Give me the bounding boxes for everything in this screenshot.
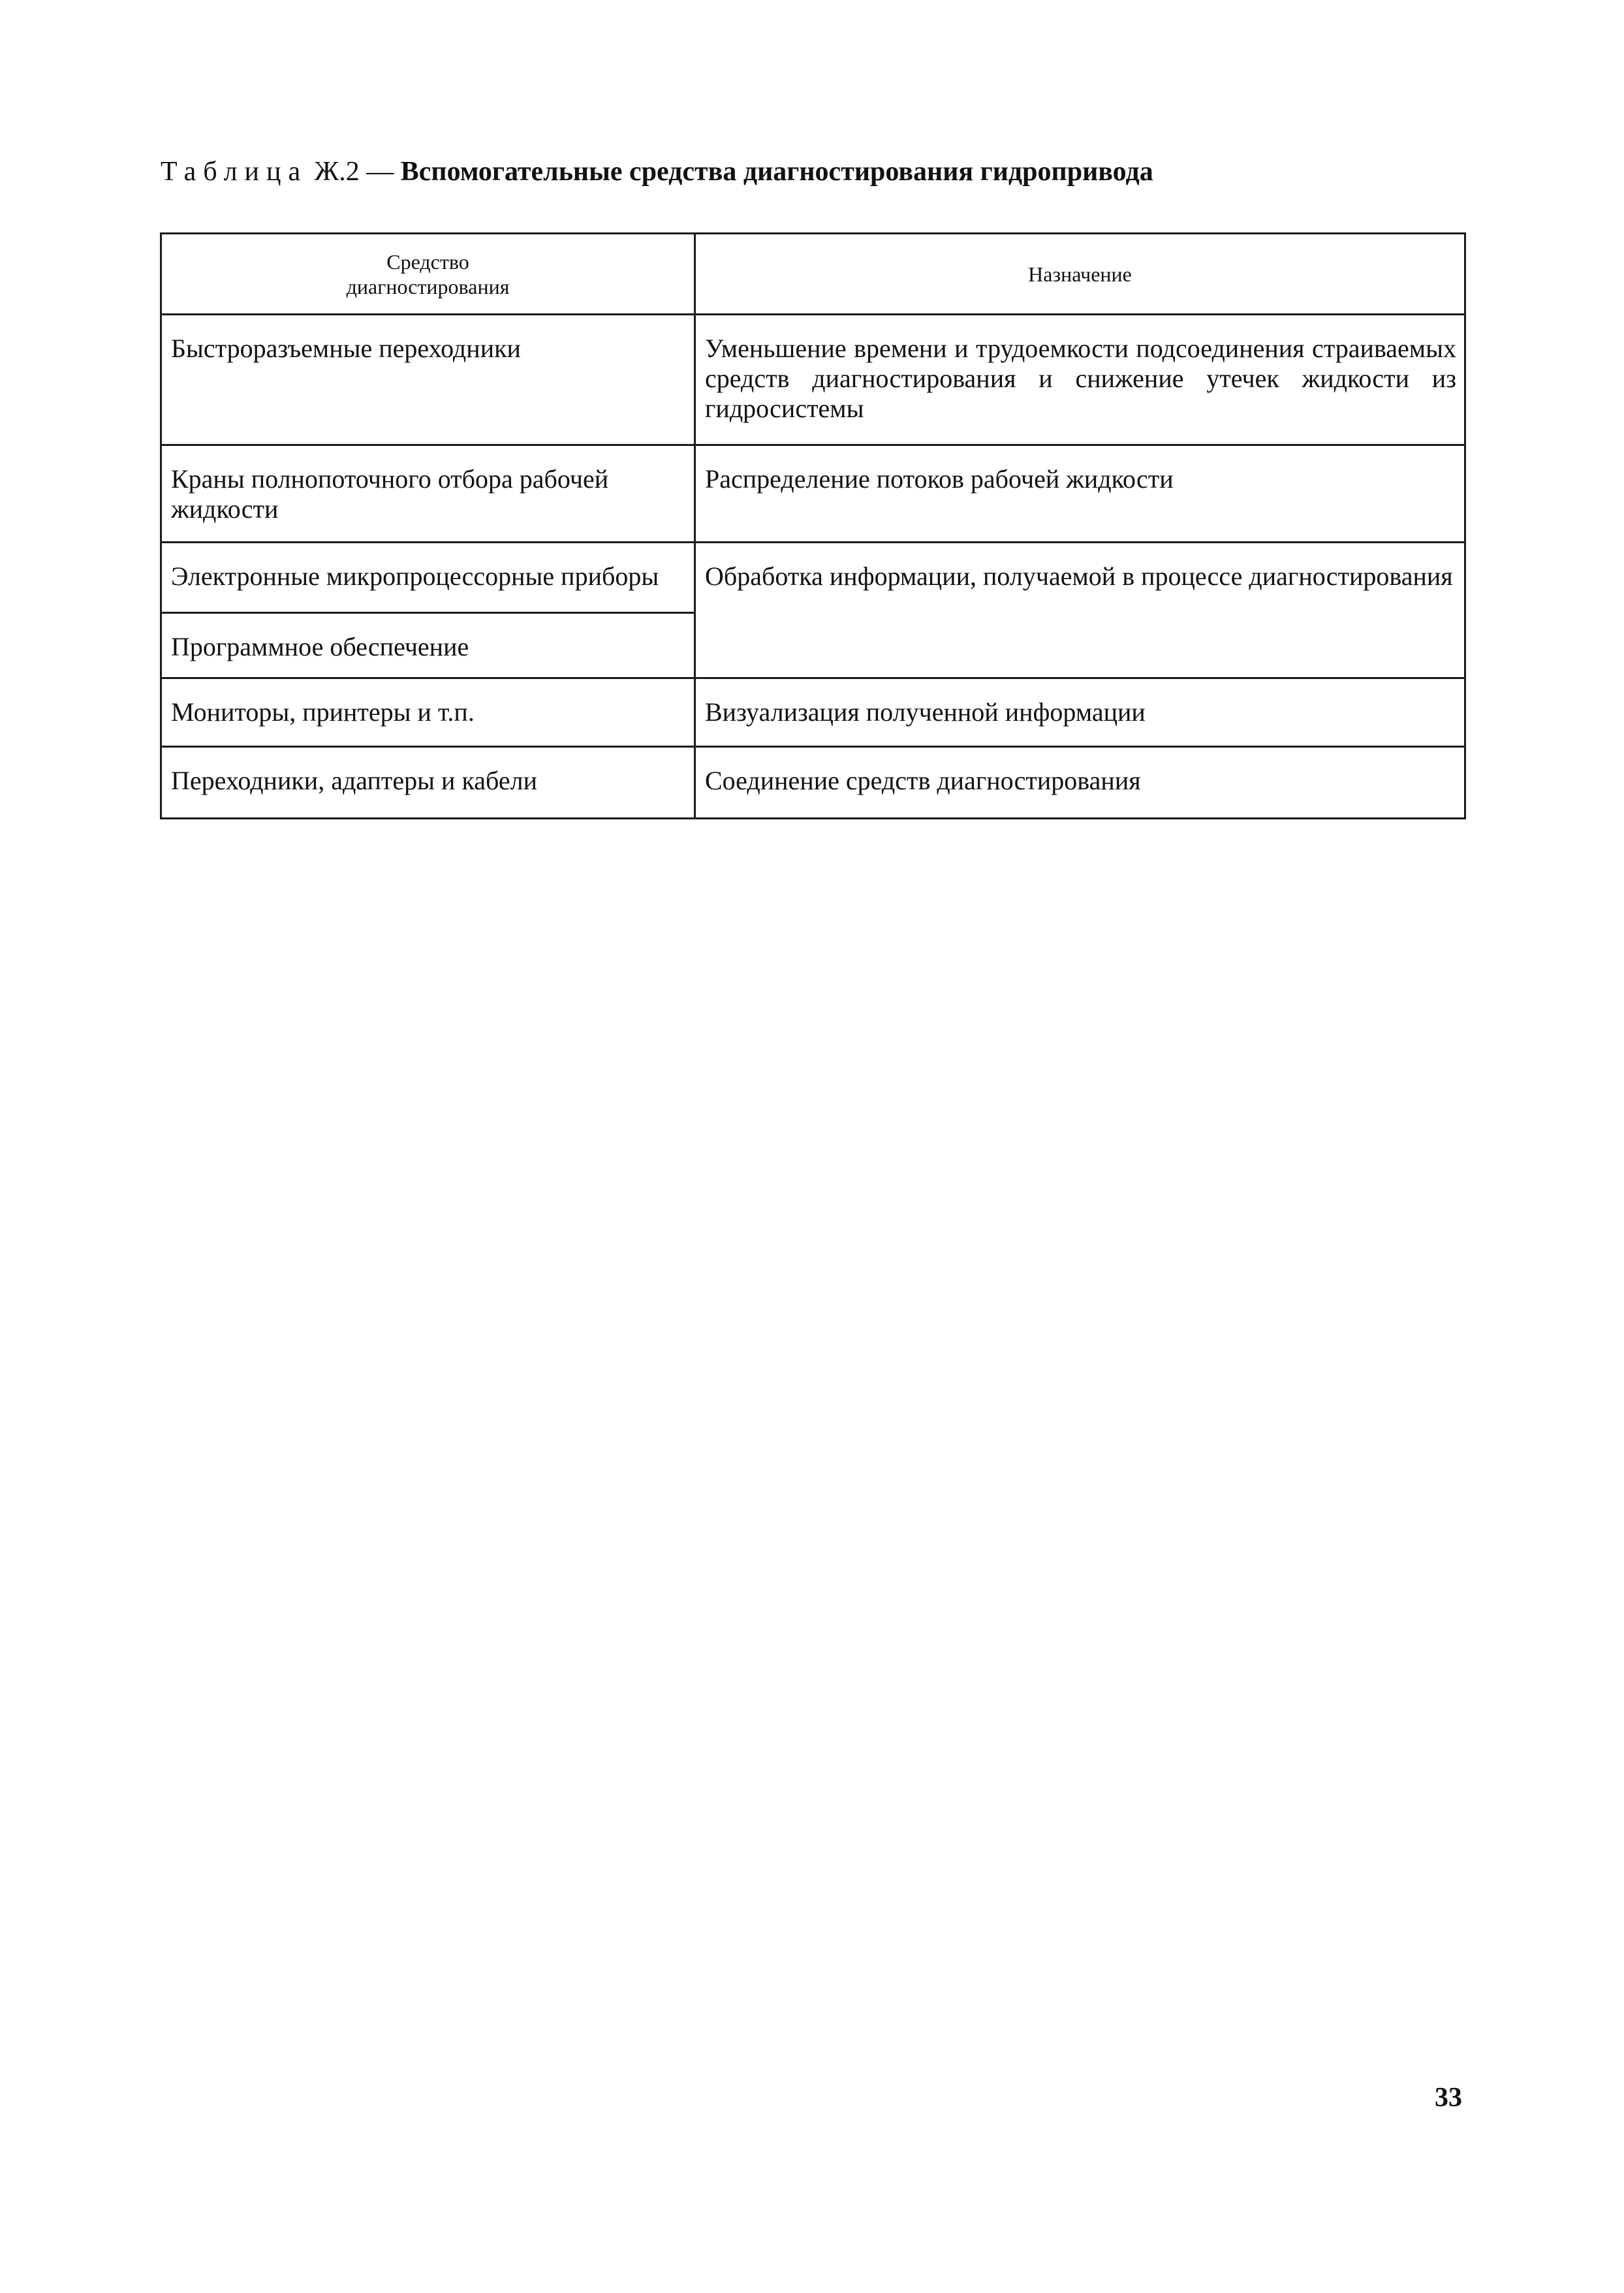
caption-title: Вспомогательные средства диагностирования гидропривода: [400, 157, 1153, 187]
cell-tool: Программное обеспечение: [161, 613, 695, 678]
table-caption: [161, 154, 1153, 189]
cell-tool: Переходники, адаптеры и кабели: [161, 747, 695, 819]
table-row: [161, 445, 1465, 543]
cell-tool: Краны полнопоточного отбора рабочей жидкости: [161, 445, 695, 543]
cell-tool: Мониторы, принтеры и т.п.: [161, 678, 695, 747]
diagnostics-table: [160, 232, 1466, 819]
caption-number: Ж.2: [314, 157, 360, 187]
page-number: 33: [1435, 2083, 1462, 2113]
table-row: [161, 315, 1465, 445]
cell-tool: Электронные микропроцессорные приборы: [161, 543, 695, 613]
cell-purpose: Распределение потоков рабочей жидкости: [695, 445, 1465, 543]
cell-purpose: Соединение средств диагностирования: [695, 747, 1465, 819]
caption-dash: —: [366, 157, 394, 187]
header-purpose: Назначение: [695, 234, 1465, 315]
header-tool: [161, 234, 695, 315]
table-header-row: [161, 234, 1465, 315]
cell-purpose: Обработка информации, получаемой в процессе диагностирования: [695, 543, 1465, 678]
cell-tool: Быстроразъемные переходники: [161, 315, 695, 445]
table-row: [161, 747, 1465, 819]
cell-purpose: Уменьшение времени и трудоемкости подсоединения страиваемых средств диагностирования и снижение утечек жидкости из гидросистемы: [695, 315, 1465, 445]
caption-prefix: Таблица: [161, 157, 308, 187]
table-row: [161, 543, 1465, 613]
cell-purpose: Визуализация полученной информации: [695, 678, 1465, 747]
header-tool-text: Средство диагностирования: [346, 249, 510, 298]
table-row: [161, 678, 1465, 747]
